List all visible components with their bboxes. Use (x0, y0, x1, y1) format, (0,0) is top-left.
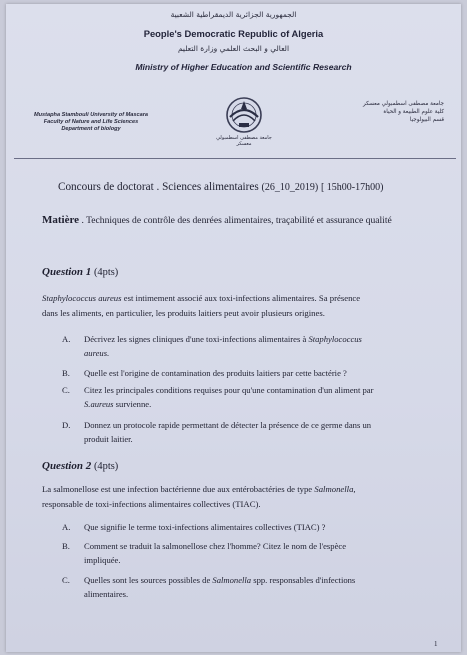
subject-text: . Techniques de contrôle des denrées alimentaires, traçabilité et assurance qualité (81, 215, 392, 226)
item-text: Décrivez les signes cliniques d'une toxi-infections alimentaires à (84, 334, 307, 344)
exam-page (6, 4, 461, 652)
question-1-points: (4pts) (93, 267, 119, 278)
question-1-item-b (62, 366, 443, 382)
university-block-english (16, 112, 166, 133)
question-2-intro (42, 482, 447, 511)
university-name-arabic: جامعة مصطفى اسطمبولي معسكر (363, 101, 444, 107)
item-text-italic: Staphylococcus (306, 334, 362, 344)
item-text: impliquée. (84, 555, 121, 565)
question-2-item-c (62, 573, 443, 603)
item-label: C. (62, 575, 70, 585)
exam-title (58, 181, 383, 193)
question-2-points: (4pts) (93, 461, 119, 472)
question-1-item-c (62, 383, 443, 413)
question-1-title: Question 1 (42, 266, 92, 278)
question-1-intro (42, 291, 447, 320)
header-arabic-republic: الجمهورية الجزائرية الديمقراطية الشعبية (170, 10, 297, 19)
question-1-item-a (62, 332, 443, 362)
exam-subject (42, 214, 392, 226)
item-text: Citez les principales conditions requises pour qu'une contamination d'un aliment par (84, 385, 374, 395)
department-name-arabic: قسم البيولوجيا (409, 117, 444, 123)
question-1-item-d (62, 418, 443, 448)
question-1-intro-line-2: dans les aliments, en particulier, les produits laitiers peut avoir plusieurs origines. (42, 307, 325, 318)
item-text: Donnez un protocole rapide permettant de détecter la présence de ce germe dans un (84, 420, 372, 430)
item-text-italic: aureus. (84, 348, 110, 358)
item-text: Comment se traduit la salmonellose chez l'homme? Citez le nom de l'espèce (84, 541, 347, 551)
item-text-italic: S.aureus (84, 399, 114, 409)
item-label: D. (62, 420, 71, 430)
header-divider (14, 158, 456, 159)
item-text: survienne. (113, 399, 152, 409)
header-english-ministry: Ministry of Higher Education and Scientific Research (135, 62, 352, 72)
question-2-item-a (62, 520, 443, 536)
question-2-intro-line-1: La salmonellose est une infection bactérienne due aux entérobactéries de type (42, 484, 313, 494)
university-block-arabic (304, 100, 444, 124)
faculty-name-arabic: كلية علوم الطبيعة و الحياة (383, 109, 444, 115)
exam-date: (26_10_2019) (261, 182, 319, 193)
university-logo (214, 95, 274, 155)
page-number: 1 (434, 640, 438, 648)
subject-label: Matière (42, 214, 80, 226)
question-1-intro-line-1: est intimement associé aux toxi-infections alimentaires. Sa présence (121, 293, 361, 303)
item-label: C. (62, 385, 70, 395)
item-label: A. (62, 334, 71, 344)
item-text: Quelle est l'origine de contamination des produits laitiers par cette bactérie ? (84, 368, 347, 378)
question-1-organism: Staphylococcus aureus (42, 293, 122, 303)
question-2-intro-line-2: responsable de toxi-infections alimentaires collectives (TIAC). (42, 498, 261, 509)
header-arabic-ministry: العالي و البحث العلمي وزارة التعليم (177, 44, 290, 53)
item-label: B. (62, 541, 70, 551)
exam-title-text: Concours de doctorat . Sciences alimentaires (58, 181, 259, 193)
question-1-heading (42, 266, 118, 278)
university-name: Mustapha Stambouli University of Mascara (33, 112, 149, 118)
item-text: Quelles sont les sources possibles de (84, 575, 211, 585)
exam-time: [ 15h00-17h00) (320, 182, 384, 193)
item-label: A. (62, 522, 71, 532)
question-2-heading (42, 460, 118, 472)
faculty-name: Faculty of Nature and Life Sciences (43, 119, 139, 125)
item-text: spp. responsables d'infections (251, 575, 356, 585)
header-english-republic: People's Democratic Republic of Algeria (143, 28, 324, 39)
item-text-italic: Salmonella (210, 575, 252, 585)
logo-caption: جامعة مصطفى اسطمبولي معسكر (216, 135, 272, 147)
item-label: B. (62, 368, 70, 378)
item-text: Que signifie le terme toxi-infections alimentaires collectives (TIAC) ? (84, 522, 326, 532)
department-name: Department of biology (61, 126, 121, 132)
item-text: produit laitier. (84, 434, 133, 444)
question-2-item-b (62, 539, 443, 569)
item-text: alimentaires. (84, 589, 129, 599)
question-2-organism: Salmonella, (312, 484, 356, 494)
question-2-title: Question 2 (42, 460, 92, 472)
